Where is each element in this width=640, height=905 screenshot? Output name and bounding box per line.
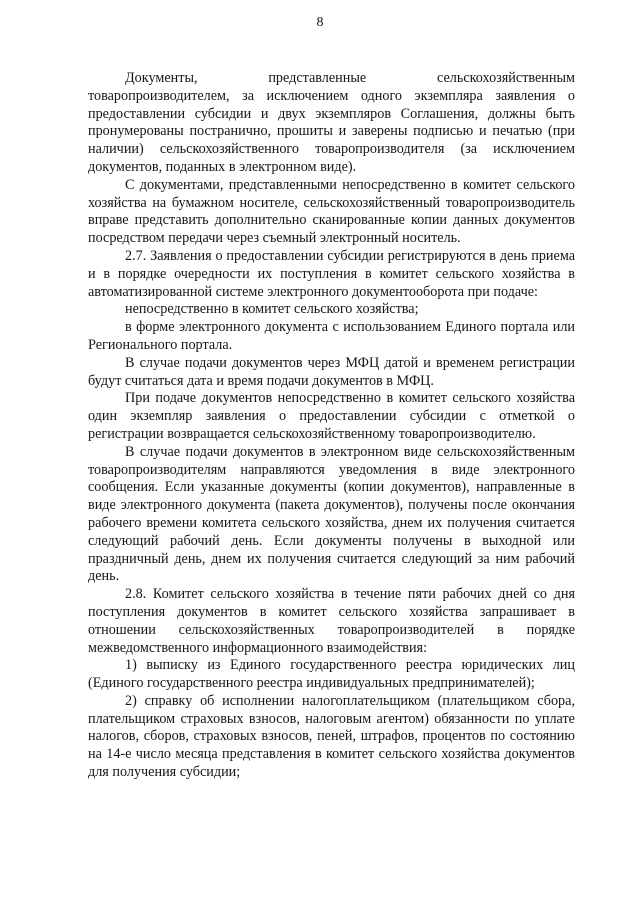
paragraph-2-7-registration: 2.7. Заявления о предоставлении субсидии регистрируются в день приема и в порядке очередности их поступления в комитет сельского хозяйства в автоматизированной системе электронного документооборота при подаче: — [88, 247, 575, 300]
paragraph-item-2-tax-certificate: 2) справку об исполнении налогоплательщиком (плательщиком сбора, плательщиком страховых взносов, налоговым агентом) обязанности по уплате налогов, сборов, страховых взносов, пеней, штрафов, процентов по состоянию на 14-е число месяца представления в комитет сельского хозяйства документов для получения субсидии; — [88, 692, 575, 781]
paragraph-2-8-interagency-request: 2.8. Комитет сельского хозяйства в течение пяти рабочих дней со дня поступления документов в комитет сельского хозяйства запрашивает в отношении сельскохозяйственных товаропроизводителей в порядке межведомственного информационного взаимодействия: — [88, 586, 575, 656]
paragraph-direct-submission: непосредственно в комитет сельского хозяйства; — [125, 301, 419, 318]
paragraph-documents-requirements: Документы, представленные сельскохозяйственным товаропроизводителем, за исключением одного экземпляра заявления о предоставлении субсидии и двух экземпляров Соглашения, должны быть пронумерованы постранично, прошиты и заверены подписью и печатью (при наличии) сельскохозяйственного товаропроизводителя (за исключением документов, поданных в электронном виде). — [88, 70, 575, 175]
paragraph-electronic-notifications: В случае подачи документов в электронном виде сельскохозяйственным товаропроизводителям направляются уведомления в виде электронного сообщения. Если указанные документы (копии документов), направленные в виде электронного документа (пакета документов), получены после окончания рабочего времени комитета сельского хозяйства, днем их получения считается следующий рабочий день. Если документы получены в выходной или праздничный день, днем их получения считается следующий за ним рабочий день. — [88, 443, 575, 585]
paragraph-scanned-copies: С документами, представленными непосредственно в комитет сельского хозяйства на бумажном носителе, сельскохозяйственный товаропроизводитель вправе представить дополнительно сканированные копии данных документов посредством передачи через съемный электронный носитель. — [88, 176, 575, 247]
paragraph-item-1-registry-extract: 1) выписку из Единого государственного реестра юридических лиц (Единого государственного реестра индивидуальных предпринимателей); — [88, 657, 575, 692]
page-number: 8 — [316, 15, 324, 30]
paragraph-mfc-submission: В случае подачи документов через МФЦ датой и временем регистрации будут считаться дата и время подачи документов в МФЦ. — [88, 354, 575, 389]
paragraph-electronic-portal: в форме электронного документа с использованием Единого портала или Регионального портала. — [88, 319, 575, 353]
document-body — [88, 70, 575, 782]
paragraph-copy-returned: При подаче документов непосредственно в комитет сельского хозяйства один экземпляр заявления о предоставлении субсидии с отметкой о регистрации возвращается сельскохозяйственному товаропроизводителю. — [88, 390, 575, 442]
